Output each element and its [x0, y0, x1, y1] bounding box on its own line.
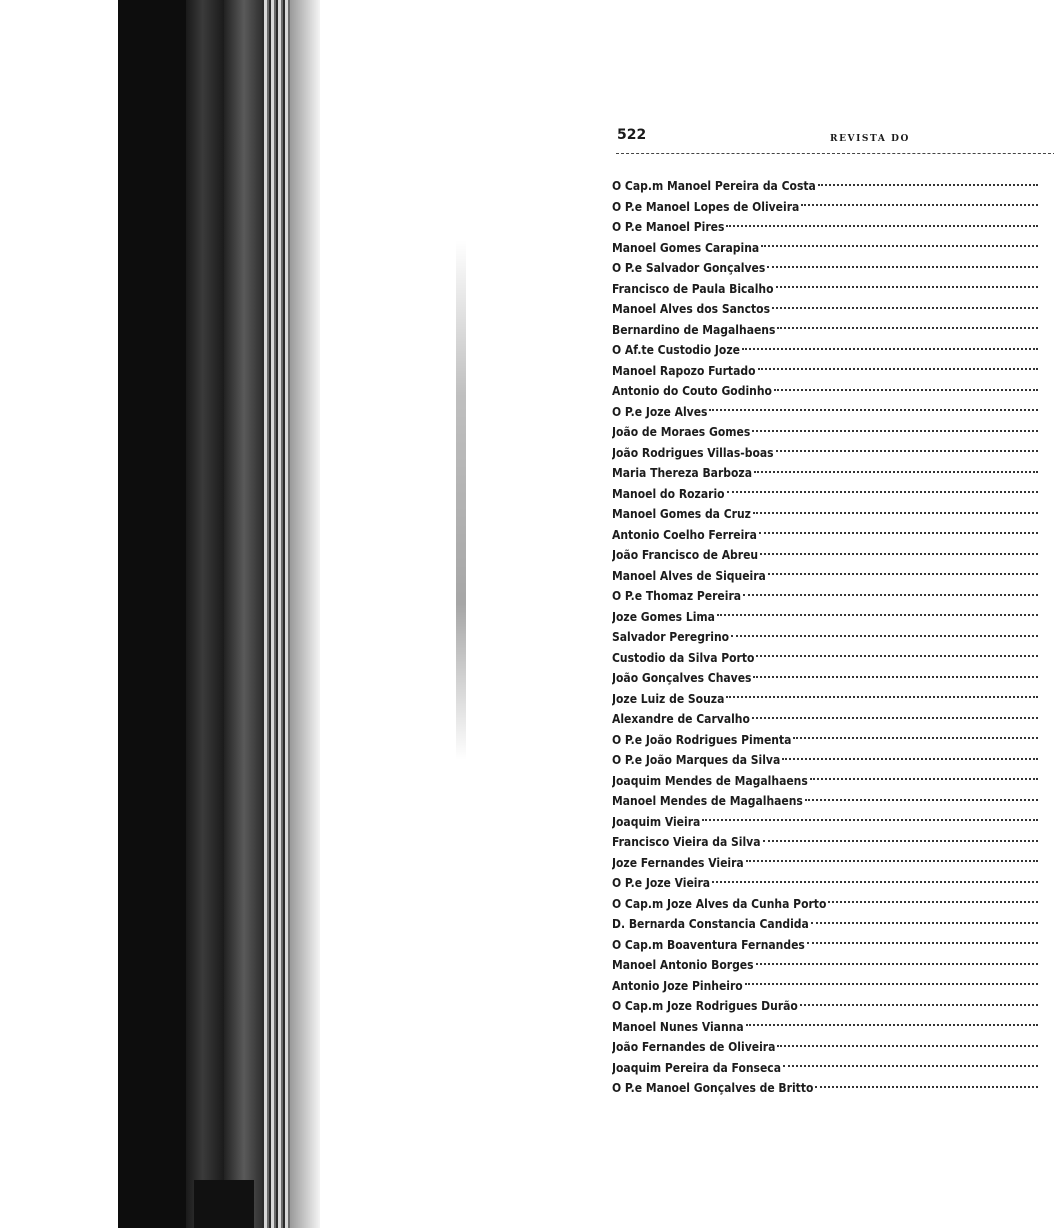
entry-name: Joaquim Vieira	[612, 814, 701, 829]
dot-leader	[774, 389, 1038, 391]
dot-leader	[754, 471, 1038, 473]
entry-name: O Af.te Custodio Joze	[612, 343, 740, 358]
dot-leader	[783, 1065, 1038, 1067]
book-binding-shadow	[118, 0, 194, 1228]
dot-leader	[742, 348, 1038, 350]
list-item	[612, 873, 1038, 894]
dot-leader	[726, 696, 1038, 698]
list-item	[612, 750, 1038, 771]
list-item	[612, 176, 1038, 197]
entry-name: João Gonçalves Chaves	[612, 671, 752, 686]
entry-name: O P.e Manoel Lopes de Oliveira	[612, 199, 800, 214]
header-rule	[616, 153, 1054, 154]
entry-name: O P.e Salvador Gonçalves	[612, 261, 766, 276]
entry-name: O Cap.m Manoel Pereira da Costa	[612, 179, 816, 194]
dot-leader	[811, 922, 1038, 924]
dot-leader	[756, 963, 1038, 965]
dot-leader	[756, 655, 1038, 657]
list-item	[612, 1078, 1038, 1099]
list-item	[612, 545, 1038, 566]
list-item	[612, 1037, 1038, 1058]
list-item	[612, 832, 1038, 853]
list-item	[612, 1017, 1038, 1038]
entry-name: Salvador Peregrino	[612, 630, 730, 645]
entry-name: João Francisco de Abreu	[612, 548, 759, 563]
dot-leader	[805, 799, 1038, 801]
dot-leader	[743, 594, 1038, 596]
dot-leader	[746, 1024, 1038, 1026]
list-item	[612, 340, 1038, 361]
entry-name: Maria Thereza Barboza	[612, 466, 752, 481]
list-item	[612, 812, 1038, 833]
dot-leader	[782, 758, 1038, 760]
dot-leader	[752, 430, 1038, 432]
dot-leader	[726, 225, 1038, 227]
entry-name: O Cap.m Joze Rodrigues Durão	[612, 999, 798, 1014]
list-item	[612, 730, 1038, 751]
list-item	[612, 586, 1038, 607]
list-item	[612, 443, 1038, 464]
stacked-page-edges	[262, 0, 292, 1228]
list-item	[612, 853, 1038, 874]
list-item	[612, 258, 1038, 279]
dot-leader	[810, 778, 1038, 780]
bleed-through-mark	[456, 240, 466, 760]
page-number: 522	[617, 127, 647, 143]
entry-name: Manoel do Rozario	[612, 486, 725, 501]
dot-leader	[776, 450, 1038, 452]
entry-name: O P.e Manoel Pires	[612, 220, 725, 235]
list-item	[612, 381, 1038, 402]
page-gutter-shadow	[224, 0, 264, 1228]
entry-name: Joze Luiz de Souza	[612, 691, 725, 706]
entry-name: O Cap.m Joze Alves da Cunha Porto	[612, 896, 827, 911]
dot-leader	[768, 573, 1038, 575]
entry-name: Manoel Mendes de Magalhaens	[612, 794, 803, 809]
list-item	[612, 791, 1038, 812]
dot-leader	[753, 512, 1038, 514]
list-item	[612, 504, 1038, 525]
entry-name: Joaquim Mendes de Magalhaens	[612, 773, 808, 788]
dot-leader	[760, 553, 1038, 555]
list-item	[612, 238, 1038, 259]
dot-leader	[772, 307, 1038, 309]
binding-edge	[186, 0, 228, 1228]
dot-leader	[761, 245, 1038, 247]
entry-name: João de Moraes Gomes	[612, 425, 751, 440]
list-item	[612, 648, 1038, 669]
entry-name: Custodio da Silva Porto	[612, 650, 755, 665]
list-item	[612, 668, 1038, 689]
entry-name: Francisco Vieira da Silva	[612, 835, 761, 850]
dot-leader	[746, 860, 1038, 862]
list-item	[612, 627, 1038, 648]
entry-name: Antonio Joze Pinheiro	[612, 978, 743, 993]
dot-leader	[753, 676, 1038, 678]
list-item	[612, 771, 1038, 792]
dot-leader	[815, 1086, 1038, 1088]
entry-name: O P.e Thomaz Pereira	[612, 589, 742, 604]
entry-name: Francisco de Paula Bicalho	[612, 281, 774, 296]
list-item	[612, 525, 1038, 546]
entry-name: Manoel Gomes da Cruz	[612, 507, 751, 522]
list-item	[612, 914, 1038, 935]
list-item	[612, 976, 1038, 997]
entry-name: Manoel Gomes Carapina	[612, 240, 760, 255]
entry-name: João Fernandes de Oliveira	[612, 1040, 776, 1055]
entry-name: Bernardino de Magalhaens	[612, 322, 776, 337]
list-item	[612, 996, 1038, 1017]
dot-leader	[758, 368, 1039, 370]
entry-name: O Cap.m Boaventura Fernandes	[612, 937, 805, 952]
dot-leader	[702, 819, 1038, 821]
dot-leader	[818, 184, 1038, 186]
dot-leader	[727, 491, 1038, 493]
dot-leader	[763, 840, 1039, 842]
list-item	[612, 217, 1038, 238]
entry-name: O P.e João Marques da Silva	[612, 753, 781, 768]
list-item	[612, 299, 1038, 320]
binding-bottom-dark	[194, 1180, 254, 1228]
entry-name: Antonio Coelho Ferreira	[612, 527, 757, 542]
dot-leader	[807, 942, 1038, 944]
list-item	[612, 484, 1038, 505]
running-head: REVISTA DO	[830, 134, 910, 144]
entry-name: Manoel Rapozo Furtado	[612, 363, 756, 378]
list-item	[612, 689, 1038, 710]
entry-name: D. Bernarda Constancia Candida	[612, 917, 809, 932]
list-item	[612, 894, 1038, 915]
list-item	[612, 279, 1038, 300]
list-item	[612, 320, 1038, 341]
list-item	[612, 566, 1038, 587]
list-item	[612, 197, 1038, 218]
list-item	[612, 955, 1038, 976]
dot-leader	[752, 717, 1038, 719]
list-item	[612, 607, 1038, 628]
dot-leader	[731, 635, 1038, 637]
list-item	[612, 1058, 1038, 1079]
dot-leader	[717, 614, 1038, 616]
dot-leader	[759, 532, 1038, 534]
entry-name: João Rodrigues Villas-boas	[612, 445, 774, 460]
dot-leader	[828, 901, 1038, 903]
list-item	[612, 463, 1038, 484]
entry-name: Manoel Antonio Borges	[612, 958, 754, 973]
entry-name: Manoel Alves dos Sanctos	[612, 302, 770, 317]
list-item	[612, 402, 1038, 423]
name-list	[612, 176, 1038, 1099]
list-item	[612, 361, 1038, 382]
entry-name: Antonio do Couto Godinho	[612, 384, 772, 399]
entry-name: O P.e João Rodrigues Pimenta	[612, 732, 792, 747]
dot-leader	[776, 286, 1038, 288]
entry-name: O P.e Joze Vieira	[612, 876, 711, 891]
dot-leader	[801, 204, 1038, 206]
list-item	[612, 709, 1038, 730]
entry-name: O P.e Joze Alves	[612, 404, 708, 419]
gutter-fade	[290, 0, 320, 1228]
dot-leader	[709, 409, 1038, 411]
entry-name: Joze Gomes Lima	[612, 609, 715, 624]
dot-leader	[800, 1004, 1038, 1006]
entry-name: Alexandre de Carvalho	[612, 712, 750, 727]
entry-name: Manoel Nunes Vianna	[612, 1019, 744, 1034]
list-item	[612, 422, 1038, 443]
dot-leader	[777, 1045, 1038, 1047]
entry-name: O P.e Manoel Gonçalves de Britto	[612, 1081, 814, 1096]
dot-leader	[712, 881, 1038, 883]
dot-leader	[767, 266, 1038, 268]
dot-leader	[777, 327, 1038, 329]
entry-name: Manoel Alves de Siqueira	[612, 568, 766, 583]
entry-name: Joaquim Pereira da Fonseca	[612, 1060, 781, 1075]
dot-leader	[793, 737, 1038, 739]
entry-name: Joze Fernandes Vieira	[612, 855, 744, 870]
list-item	[612, 935, 1038, 956]
dot-leader	[745, 983, 1038, 985]
